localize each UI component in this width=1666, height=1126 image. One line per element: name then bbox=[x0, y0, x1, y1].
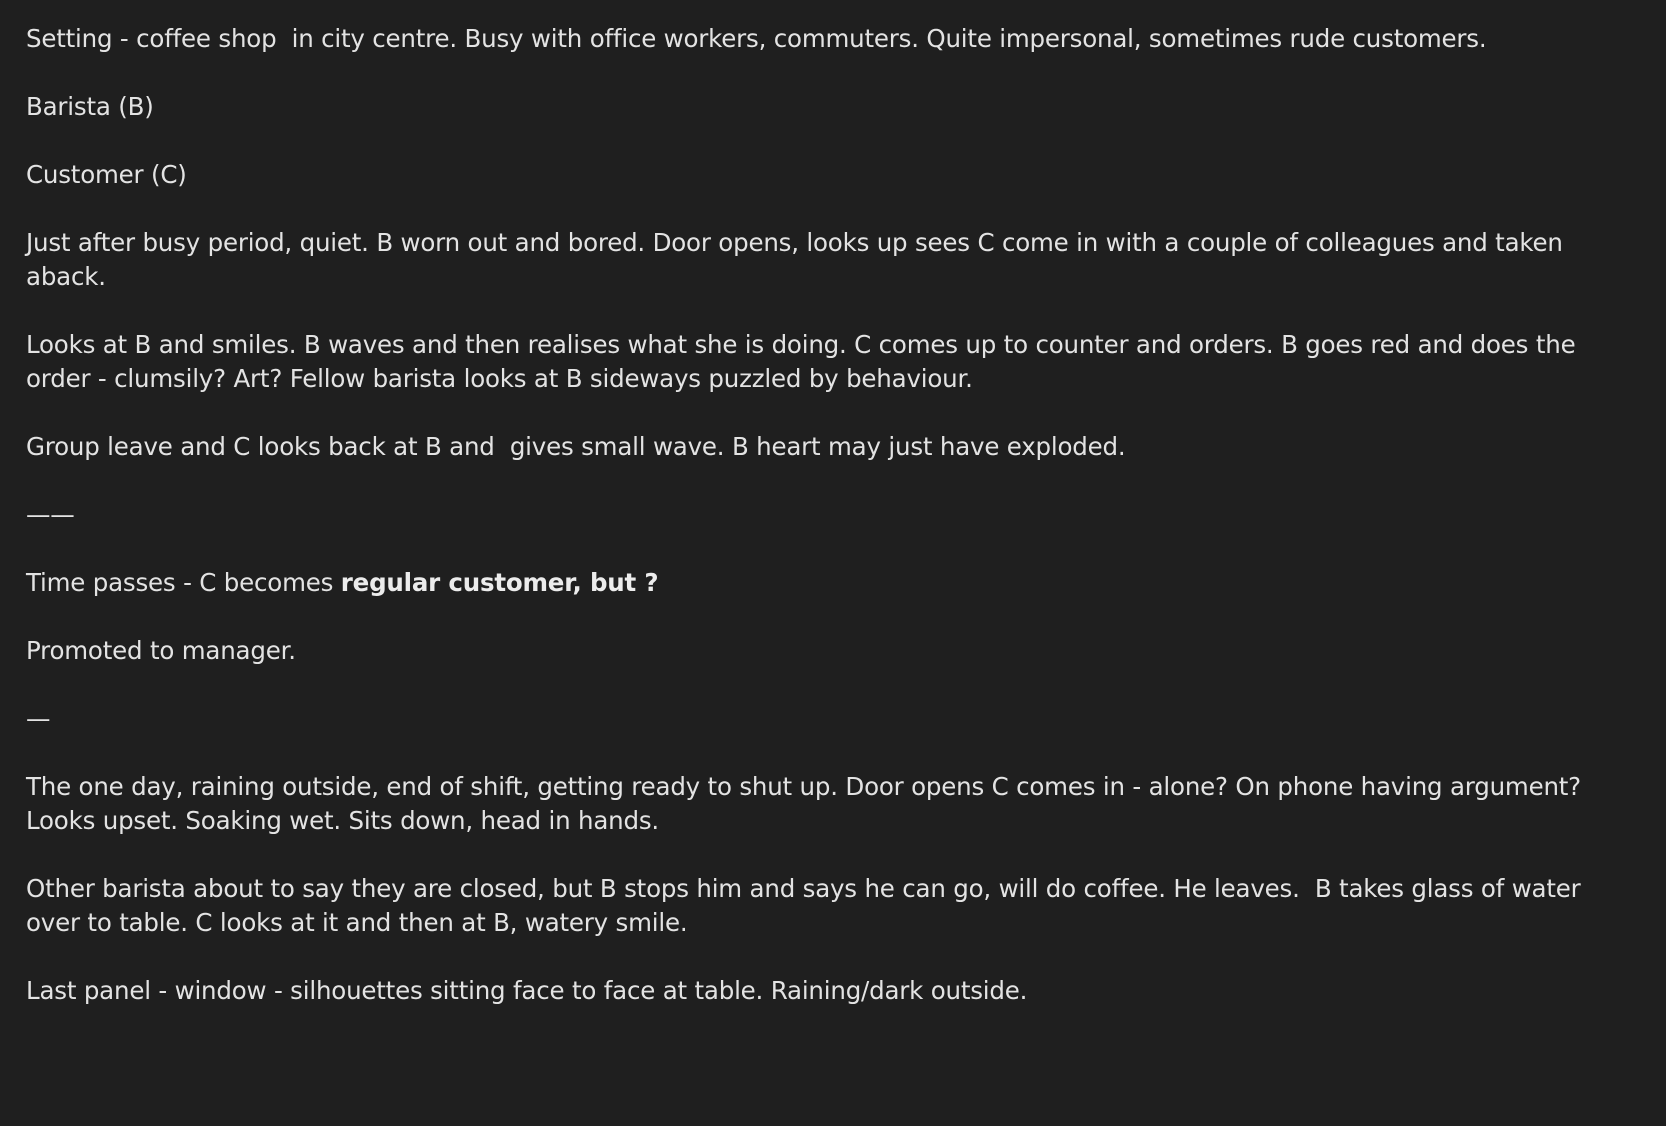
scene-paragraph-2: Looks at B and smiles. B waves and then realises what she is doing. C comes up to counter and orders. B goes red and does the order - clumsily? Art? Fellow barista looks at B sideways puzzled by behaviour. bbox=[26, 330, 1584, 393]
scene-paragraph-3: Group leave and C looks back at B and gives small wave. B heart may just have exploded. bbox=[26, 432, 1126, 461]
time-passes-paragraph bbox=[26, 566, 1631, 600]
character-barista: Barista (B) bbox=[26, 92, 154, 121]
character-customer: Customer (C) bbox=[26, 160, 187, 189]
time-passes-bold-text: regular customer, but ? bbox=[340, 568, 659, 597]
setting-paragraph: Setting - coffee shop in city centre. Busy with office workers, commuters. Quite impersonal, sometimes rude customers. bbox=[26, 24, 1487, 53]
scene-paragraph-4: The one day, raining outside, end of shift, getting ready to shut up. Door opens C comes in - alone? On phone having argument? Looks upset. Soaking wet. Sits down, head in hands. bbox=[26, 772, 1589, 835]
document-body[interactable] bbox=[26, 22, 1631, 1008]
scene-paragraph-5: Other barista about to say they are closed, but B stops him and says he can go, will do coffee. He leaves. B takes glass of water over to table. C looks at it and then at B, watery smile. bbox=[26, 874, 1589, 937]
last-panel-paragraph: Last panel - window - silhouettes sitting face to face at table. Raining/dark outside. bbox=[26, 976, 1028, 1005]
scene-paragraph-1: Just after busy period, quiet. B worn out and bored. Door opens, looks up sees C come in with a couple of colleagues and taken aback. bbox=[26, 228, 1571, 291]
promoted-paragraph: Promoted to manager. bbox=[26, 636, 296, 665]
divider-long: —— bbox=[26, 500, 75, 529]
time-passes-text: Time passes - C becomes bbox=[26, 568, 341, 597]
divider-short: — bbox=[26, 704, 51, 733]
